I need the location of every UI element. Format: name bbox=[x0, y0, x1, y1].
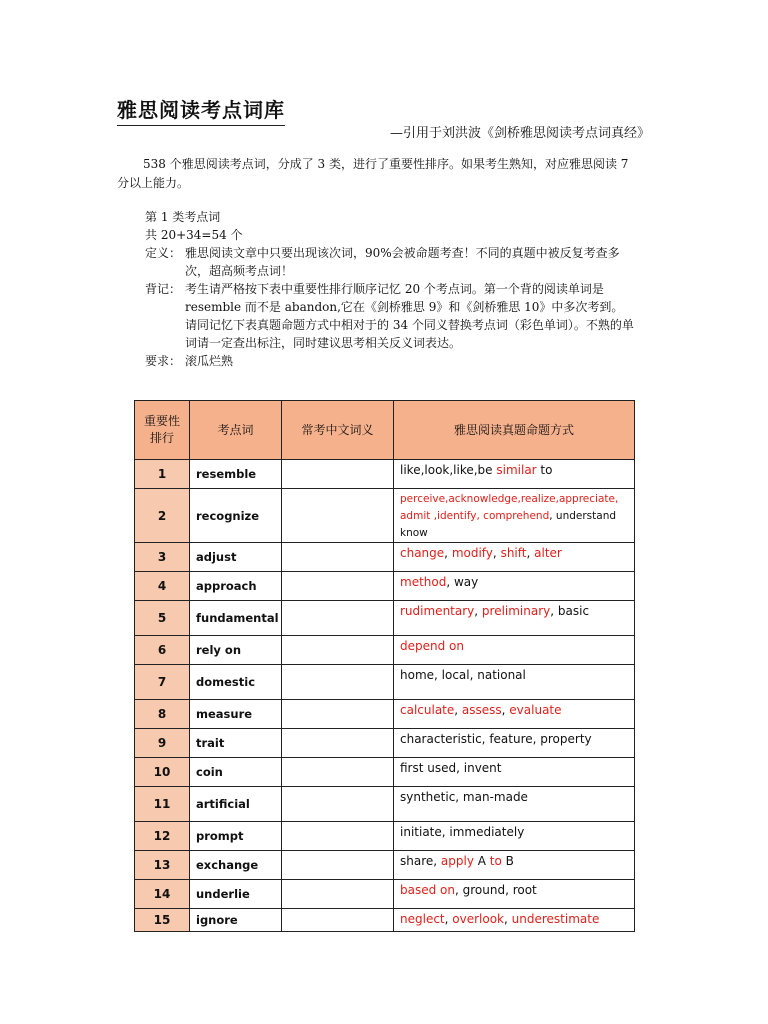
rank-cell: 13 bbox=[135, 851, 190, 880]
synonym-text: , ground, root bbox=[454, 883, 537, 897]
synonym-highlight: neglect bbox=[400, 912, 445, 926]
question-style-cell bbox=[394, 665, 635, 700]
question-style-cell bbox=[394, 636, 635, 665]
header-word: 考点词 bbox=[190, 401, 282, 460]
category-section bbox=[145, 208, 635, 370]
question-style-cell bbox=[394, 460, 635, 489]
synonym-text: , bbox=[474, 604, 482, 618]
meaning-cell bbox=[282, 880, 394, 909]
memorize-row bbox=[145, 280, 635, 352]
synonym-highlight: change bbox=[400, 546, 445, 560]
table-header-row bbox=[135, 401, 635, 460]
header-rank: 重要性排行 bbox=[135, 401, 190, 460]
memorize-text: 考生请严格按下表中重要性排行顺序记忆 20 个考点词。第一个背的阅读单词是 resemble 而不是 abandon,它在《剑桥雅思 9》和《剑桥雅思 10》中多次考到。请同记忆下表真题命题方式中相对于的 34 个同义替换考点词（彩色单词）。不熟的单词请一定查出标注，同时建议思考相关反义词表达。 bbox=[185, 282, 634, 350]
intro-paragraph: 538 个雅思阅读考点词，分成了 3 类，进行了重要性排序。如果考生熟知，对应雅思阅读 7 分以上能力。 bbox=[117, 157, 629, 190]
word-cell: domestic bbox=[190, 665, 282, 700]
word-cell: adjust bbox=[190, 543, 282, 572]
table-row bbox=[135, 543, 635, 572]
meaning-cell bbox=[282, 909, 394, 932]
question-style-cell bbox=[394, 601, 635, 636]
word-cell: resemble bbox=[190, 460, 282, 489]
rank-cell: 9 bbox=[135, 729, 190, 758]
synonym-highlight: evaluate bbox=[509, 703, 562, 717]
meaning-cell bbox=[282, 489, 394, 543]
synonym-text: like,look,like,be bbox=[400, 463, 497, 477]
requirement-row bbox=[145, 352, 635, 370]
meaning-cell bbox=[282, 758, 394, 787]
synonym-text: characteristic, feature, property bbox=[400, 732, 592, 746]
section-heading: 第 1 类考点词 bbox=[145, 210, 221, 224]
synonym-text: home, local, national bbox=[400, 668, 526, 682]
meaning-cell bbox=[282, 787, 394, 822]
table-row bbox=[135, 758, 635, 787]
table-row bbox=[135, 851, 635, 880]
meaning-cell bbox=[282, 822, 394, 851]
synonym-highlight: perceive,acknowledge,realize,appreciate, admit ,identify, comprehend bbox=[400, 493, 619, 522]
word-cell: rely on bbox=[190, 636, 282, 665]
table-row bbox=[135, 909, 635, 932]
synonym-text: A bbox=[473, 854, 490, 868]
rank-cell: 4 bbox=[135, 572, 190, 601]
word-cell: trait bbox=[190, 729, 282, 758]
word-cell: approach bbox=[190, 572, 282, 601]
rank-cell: 11 bbox=[135, 787, 190, 822]
table-row bbox=[135, 636, 635, 665]
synonym-highlight: method bbox=[400, 575, 447, 589]
rank-cell: 14 bbox=[135, 880, 190, 909]
table-row bbox=[135, 665, 635, 700]
memorize-label: 背记： bbox=[145, 282, 182, 296]
word-cell: underlie bbox=[190, 880, 282, 909]
rank-cell: 6 bbox=[135, 636, 190, 665]
rank-cell: 15 bbox=[135, 909, 190, 932]
rank-cell: 8 bbox=[135, 700, 190, 729]
question-style-cell bbox=[394, 851, 635, 880]
source-citation: —引用于刘洪波《剑桥雅思阅读考点词真经》 bbox=[389, 126, 650, 141]
header-question-style: 雅思阅读真题命题方式 bbox=[394, 401, 635, 460]
rank-cell: 12 bbox=[135, 822, 190, 851]
synonym-text: share, bbox=[400, 854, 441, 868]
meaning-cell bbox=[282, 729, 394, 758]
synonym-text: , bbox=[444, 912, 453, 926]
question-style-cell bbox=[394, 822, 635, 851]
synonym-highlight: preliminary bbox=[481, 604, 551, 618]
word-cell: prompt bbox=[190, 822, 282, 851]
synonym-text: , basic bbox=[550, 604, 590, 618]
word-cell: ignore bbox=[190, 909, 282, 932]
table-row bbox=[135, 460, 635, 489]
question-style-cell bbox=[394, 489, 635, 543]
synonym-text: , understand know bbox=[400, 510, 617, 539]
synonym-highlight: depend on bbox=[400, 639, 464, 653]
question-style-cell bbox=[394, 729, 635, 758]
section-count: 共 20+34=54 个 bbox=[145, 228, 243, 242]
synonym-text: , bbox=[526, 546, 535, 560]
meaning-cell bbox=[282, 601, 394, 636]
synonym-highlight: underestimate bbox=[511, 912, 600, 926]
word-cell: coin bbox=[190, 758, 282, 787]
table-row bbox=[135, 822, 635, 851]
question-style-cell bbox=[394, 572, 635, 601]
table-row bbox=[135, 880, 635, 909]
synonym-highlight: alter bbox=[534, 546, 562, 560]
synonym-text: , bbox=[501, 703, 510, 717]
requirement-text: 滚瓜烂熟 bbox=[185, 354, 234, 368]
synonym-text: B bbox=[501, 854, 514, 868]
synonym-text: , bbox=[454, 703, 462, 717]
synonym-highlight: modify bbox=[451, 546, 493, 560]
meaning-cell bbox=[282, 572, 394, 601]
word-cell: exchange bbox=[190, 851, 282, 880]
rank-cell: 1 bbox=[135, 460, 190, 489]
rank-cell: 2 bbox=[135, 489, 190, 543]
question-style-cell bbox=[394, 880, 635, 909]
table-body bbox=[135, 460, 635, 932]
word-cell: recognize bbox=[190, 489, 282, 543]
header-meaning: 常考中文词义 bbox=[282, 401, 394, 460]
meaning-cell bbox=[282, 636, 394, 665]
synonym-highlight: assess bbox=[461, 703, 502, 717]
meaning-cell bbox=[282, 665, 394, 700]
synonym-text: , bbox=[444, 546, 452, 560]
page-title: 雅思阅读考点词库 bbox=[117, 94, 285, 126]
meaning-cell bbox=[282, 851, 394, 880]
synonym-text: , bbox=[492, 546, 501, 560]
synonym-highlight: shift bbox=[500, 546, 527, 560]
rank-cell: 5 bbox=[135, 601, 190, 636]
synonym-highlight: based on bbox=[400, 883, 455, 897]
synonym-highlight: similar bbox=[496, 463, 537, 477]
synonym-highlight: apply bbox=[440, 854, 474, 868]
question-style-cell bbox=[394, 787, 635, 822]
definition-row bbox=[145, 244, 635, 280]
question-style-cell bbox=[394, 543, 635, 572]
meaning-cell bbox=[282, 460, 394, 489]
meaning-cell bbox=[282, 700, 394, 729]
table-row bbox=[135, 787, 635, 822]
word-cell: artificial bbox=[190, 787, 282, 822]
meaning-cell bbox=[282, 543, 394, 572]
synonym-text: first used, invent bbox=[400, 761, 502, 775]
table-row bbox=[135, 572, 635, 601]
word-cell: measure bbox=[190, 700, 282, 729]
vocabulary-table-wrap bbox=[134, 400, 634, 932]
vocabulary-table bbox=[134, 400, 635, 932]
question-style-cell bbox=[394, 700, 635, 729]
rank-cell: 7 bbox=[135, 665, 190, 700]
rank-cell: 10 bbox=[135, 758, 190, 787]
synonym-text: to bbox=[536, 463, 553, 477]
synonym-highlight: to bbox=[489, 854, 502, 868]
synonym-highlight: calculate bbox=[400, 703, 455, 717]
synonym-text: , way bbox=[446, 575, 479, 589]
table-row bbox=[135, 601, 635, 636]
table-row bbox=[135, 729, 635, 758]
word-cell: fundamental bbox=[190, 601, 282, 636]
table-row bbox=[135, 489, 635, 543]
question-style-cell bbox=[394, 758, 635, 787]
rank-cell: 3 bbox=[135, 543, 190, 572]
synonym-highlight: rudimentary bbox=[400, 604, 475, 618]
definition-text: 雅思阅读文章中只要出现该次词，90%会被命题考查！不同的真题中被反复考查多次，超高频考点词！ bbox=[185, 246, 620, 278]
definition-label: 定义： bbox=[145, 246, 182, 260]
question-style-cell bbox=[394, 909, 635, 932]
synonym-text: , bbox=[504, 912, 512, 926]
synonym-highlight: overlook bbox=[452, 912, 504, 926]
requirement-label: 要求： bbox=[145, 354, 182, 368]
synonym-text: initiate, immediately bbox=[400, 825, 525, 839]
table-row bbox=[135, 700, 635, 729]
synonym-text: synthetic, man-made bbox=[400, 790, 528, 804]
